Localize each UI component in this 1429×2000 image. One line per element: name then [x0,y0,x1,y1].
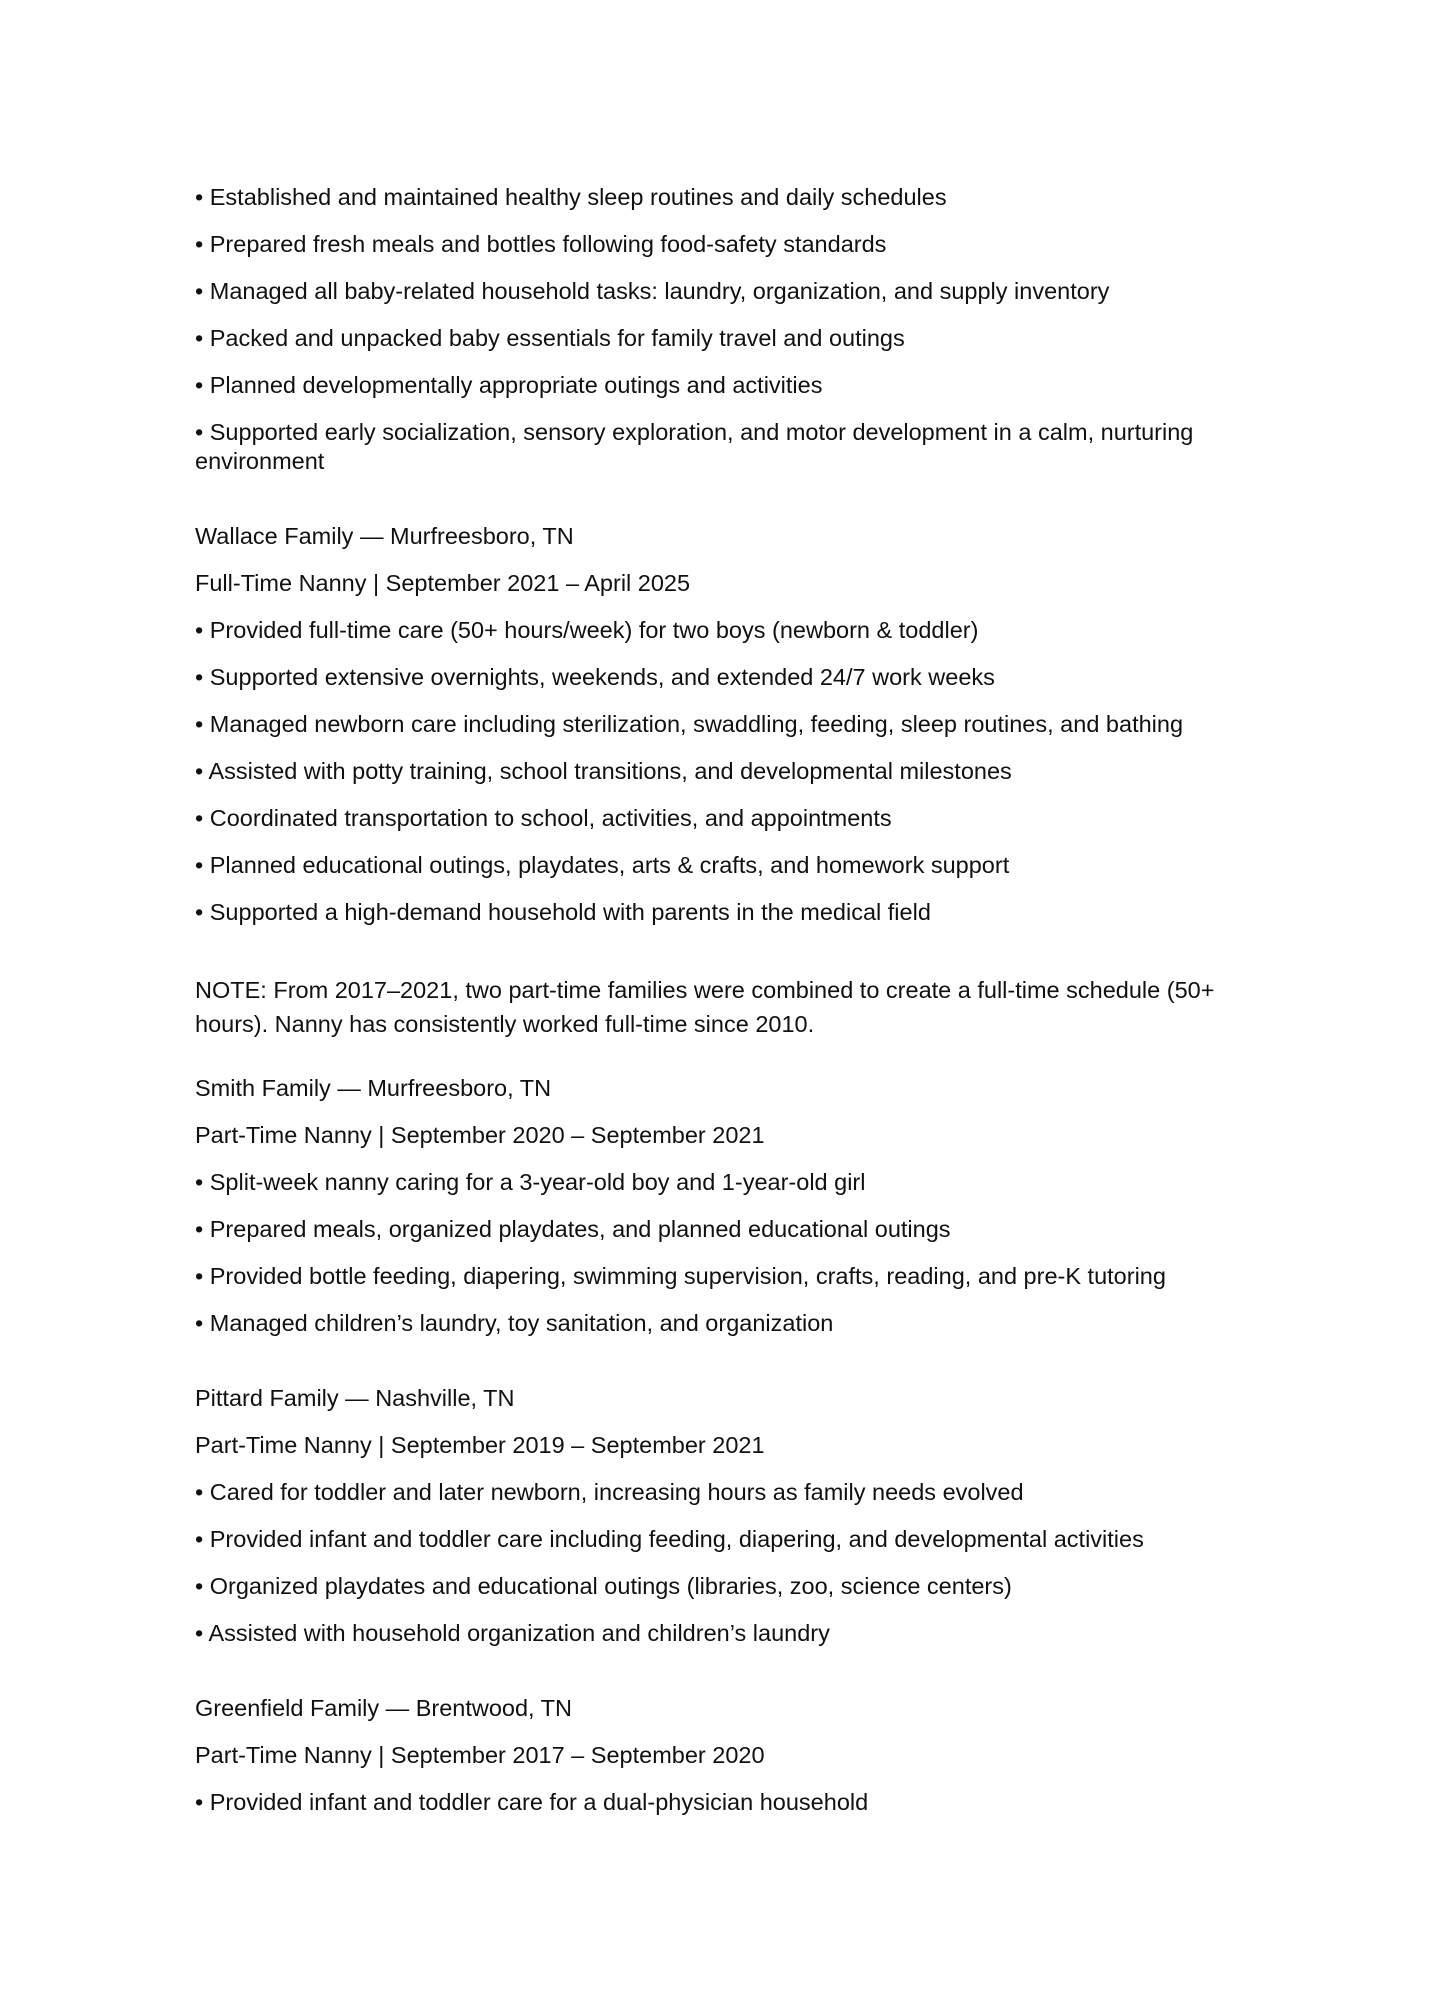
spacer [195,945,1270,973]
spacer [195,1356,1270,1384]
employer-heading: Smith Family — Murfreesboro, TN [195,1075,552,1101]
bullet-item: • Planned developmentally appropriate outings and activities [195,372,823,398]
spacer [195,1059,1270,1074]
bullet-item: • Provided bottle feeding, diapering, swimming supervision, crafts, reading, and pre-K tutoring [195,1263,1166,1289]
job-smith [195,1074,1270,1338]
bullet-item: • Provided full-time care (50+ hours/week) for two boys (newborn & toddler) [195,617,979,643]
bullet-item: • Coordinated transportation to school, activities, and appointments [195,805,892,831]
employer-heading: Greenfield Family — Brentwood, TN [195,1695,573,1721]
employer-heading: Pittard Family — Nashville, TN [195,1385,515,1411]
intro-bullet-list [195,183,1270,476]
bullet-item: • Organized playdates and educational outings (libraries, zoo, science centers) [195,1573,1012,1599]
bullet-item: • Packed and unpacked baby essentials for family travel and outings [195,325,905,351]
bullet-item: • Planned educational outings, playdates, arts & crafts, and homework support [195,852,1010,878]
bullet-item: • Supported a high-demand household with parents in the medical field [195,899,931,925]
schedule-note: NOTE: From 2017–2021, two part-time families were combined to create a full-time schedule (50+ hours). Nanny has consistently worked full-time since 2010. [195,977,1215,1037]
job-wallace [195,522,1270,927]
job-pittard [195,1384,1270,1648]
bullet-item: • Assisted with potty training, school transitions, and developmental milestones [195,758,1012,784]
bullet-item: • Supported early socialization, sensory exploration, and motor development in a calm, nurturing environment [195,419,1194,474]
bullet-item: • Prepared fresh meals and bottles following food-safety standards [195,231,887,257]
bullet-item: • Provided infant and toddler care for a dual-physician household [195,1789,869,1815]
bullet-item: • Cared for toddler and later newborn, increasing hours as family needs evolved [195,1479,1024,1505]
bullet-item: • Provided infant and toddler care including feeding, diapering, and developmental activities [195,1526,1144,1552]
bullet-item: • Assisted with household organization and children’s laundry [195,1620,830,1646]
bullet-item: • Managed newborn care including sterilization, swaddling, feeding, sleep routines, and bathing [195,711,1184,737]
bullet-item: • Split-week nanny caring for a 3-year-old boy and 1-year-old girl [195,1169,866,1195]
bullet-item: • Prepared meals, organized playdates, and planned educational outings [195,1216,951,1242]
bullet-item: • Supported extensive overnights, weekends, and extended 24/7 work weeks [195,664,995,690]
role-dates: Part-Time Nanny | September 2019 – September 2021 [195,1432,765,1458]
bullet-item: • Established and maintained healthy sleep routines and daily schedules [195,184,947,210]
spacer [195,494,1270,522]
job-greenfield [195,1694,1270,1817]
employer-heading: Wallace Family — Murfreesboro, TN [195,523,574,549]
role-dates: Part-Time Nanny | September 2020 – September 2021 [195,1122,765,1148]
bullet-item: • Managed children’s laundry, toy sanitation, and organization [195,1310,834,1336]
spacer [195,1666,1270,1694]
bullet-item: • Managed all baby-related household tasks: laundry, organization, and supply inventory [195,278,1110,304]
resume-content [195,183,1270,1835]
role-dates: Full-Time Nanny | September 2021 – April 2025 [195,570,691,596]
role-dates: Part-Time Nanny | September 2017 – September 2020 [195,1742,765,1768]
